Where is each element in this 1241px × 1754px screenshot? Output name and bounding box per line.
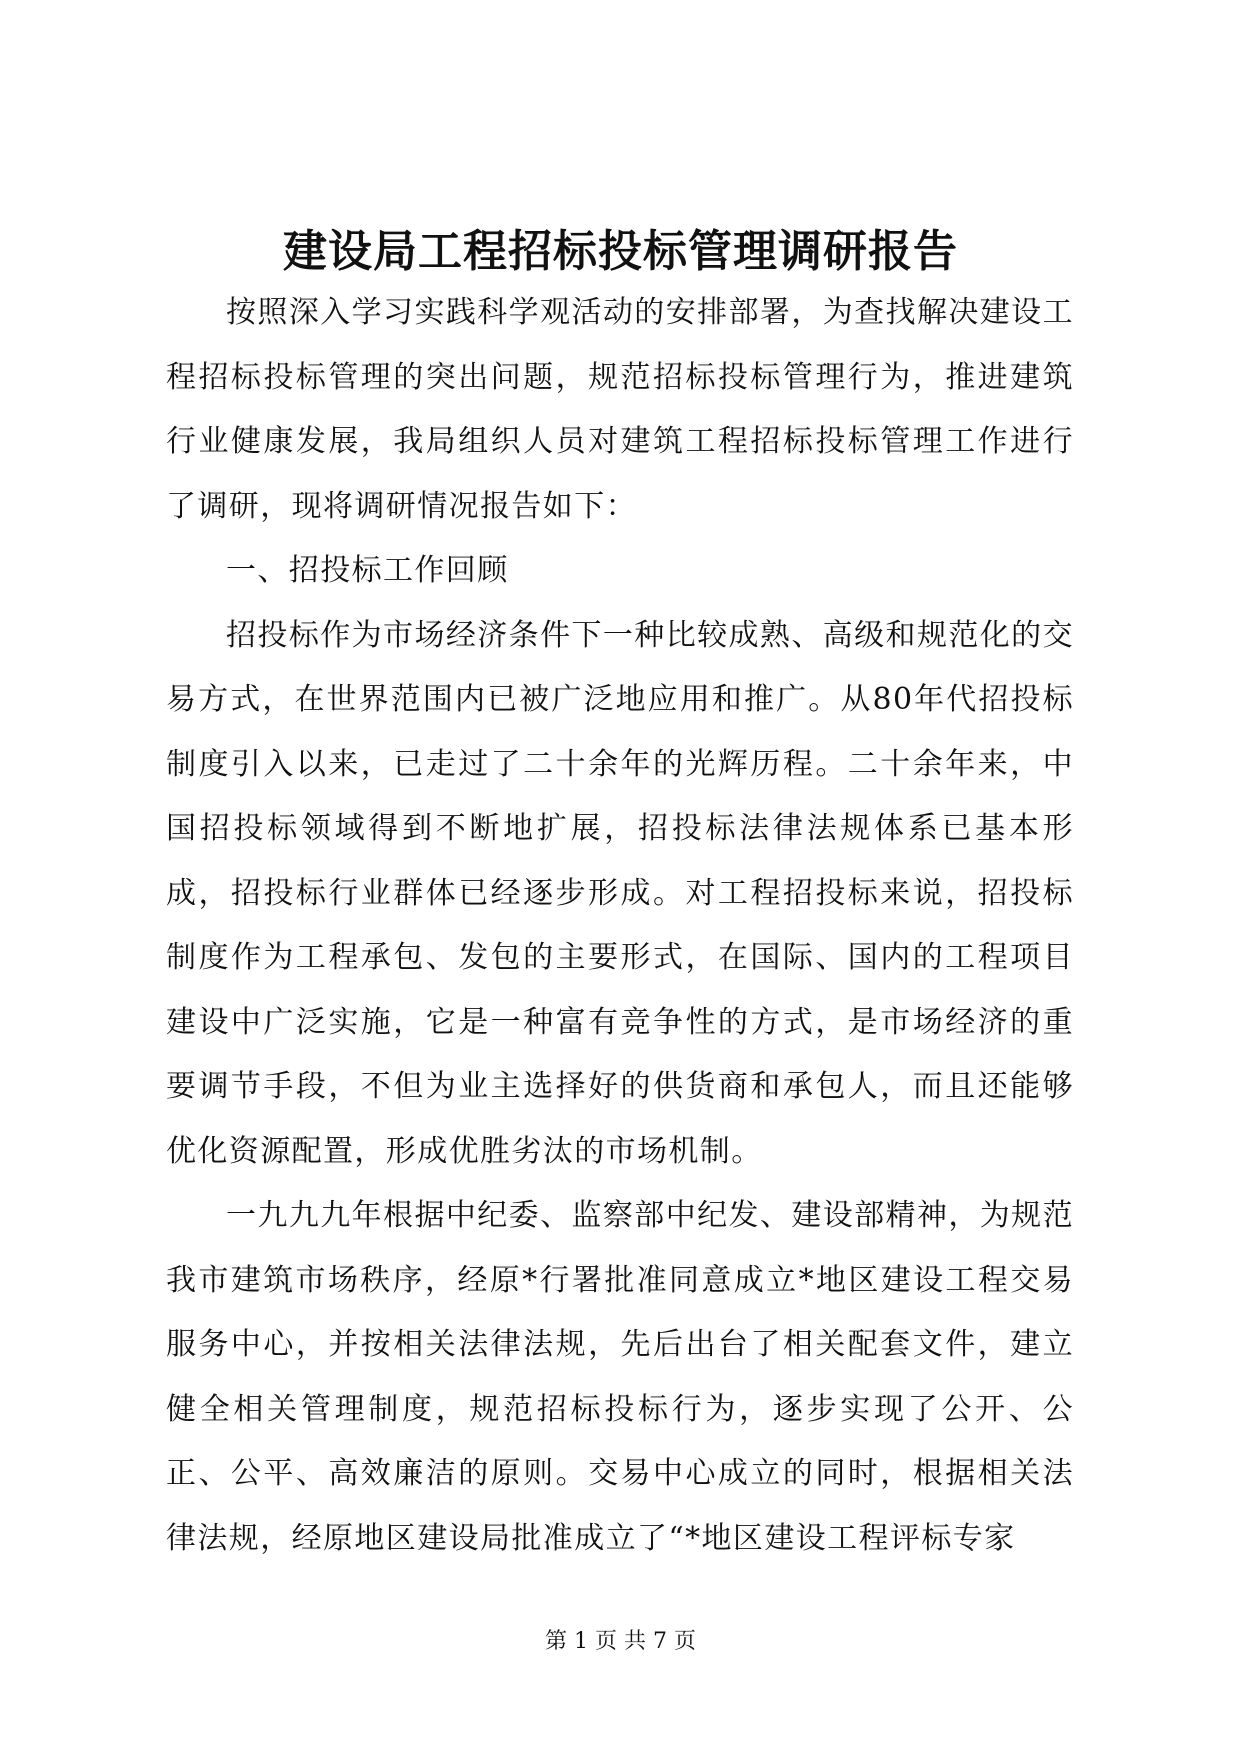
page-footer: 第 1 页 共 7 页: [545, 1629, 696, 1654]
document-body: [166, 281, 1074, 1571]
paragraph-history-1999: 一九九九年根据中纪委、监察部中纪发、建设部精神，为规范我市建筑市场秩序，经原*行署批准同意成立*地区建设工程交易服务中心，并按相关法律法规，先后出台了相关配套文件，建立健全相关管理制度，规范招标投标行为，逐步实现了公开、公正、公平、高效廉洁的原则。交易中心成立的同时，根据相关法律法规，经原地区建设局批准成立了“*地区建设工程评标专家: [166, 1198, 1074, 1556]
document-title: 建设局工程招标投标管理调研报告: [283, 226, 958, 277]
section-heading-review: 一、招投标工作回顾: [226, 553, 509, 588]
paragraph-intro: 按照深入学习实践科学观活动的安排部署，为查找解决建设工程招标投标管理的突出问题，规范招标投标管理行为，推进建筑行业健康发展，我局组织人员对建筑工程招标投标管理工作进行了调研，现将调研情况报告如下：: [166, 295, 1074, 524]
paragraph-bidding-overview: 招投标作为市场经济条件下一种比较成熟、高级和规范化的交易方式，在世界范围内已被广泛地应用和推广。从80年代招投标制度引入以来，已走过了二十余年的光辉历程。二十余年来，中国招投标领域得到不断地扩展，招投标法律法规体系已基本形成，招投标行业群体已经逐步形成。对工程招投标来说，招投标制度作为工程承包、发包的主要形式，在国际、国内的工程项目建设中广泛实施，它是一种富有竞争性的方式，是市场经济的重要调节手段，不但为业主选择好的供货商和承包人，而且还能够优化资源配置，形成优胜劣汰的市场机制。: [166, 617, 1074, 1169]
